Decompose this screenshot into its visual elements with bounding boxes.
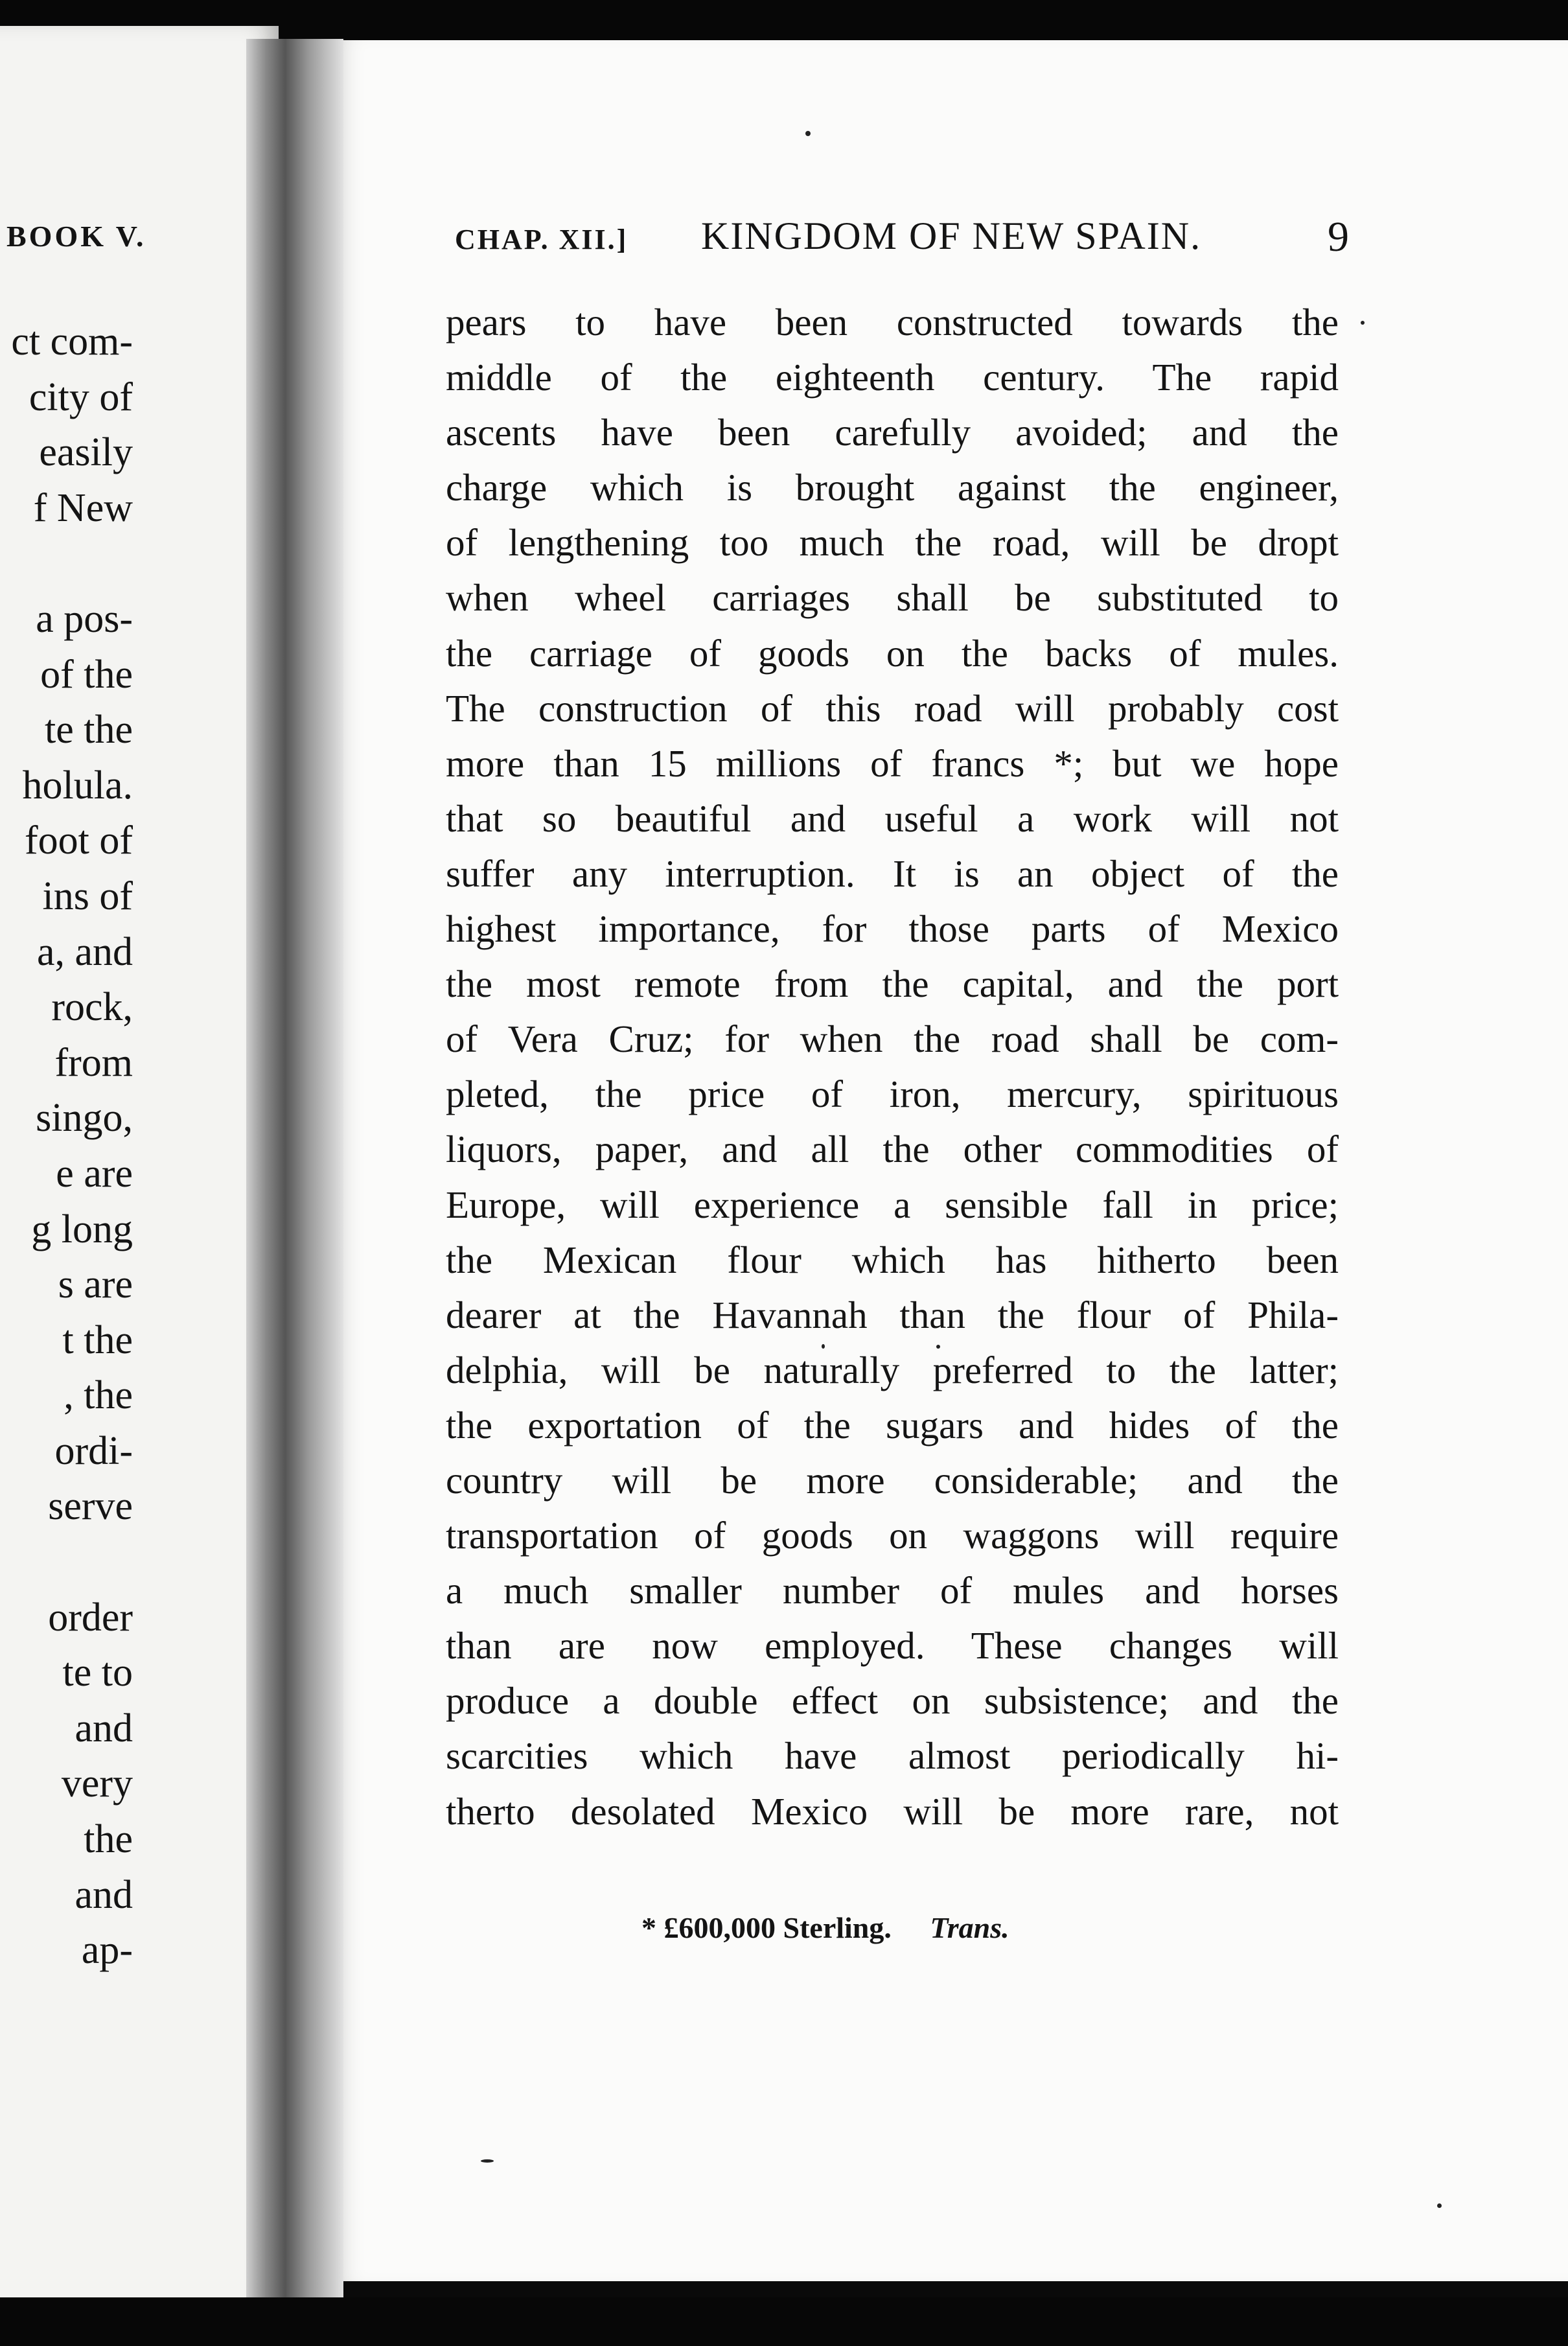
left-line: a pos-: [36, 596, 133, 641]
text-line: pleted, the price of iron, mercury, spirituous: [446, 1073, 1339, 1116]
left-line: ins of: [42, 874, 133, 918]
text-line: middle of the eighteenth century. The rapid: [446, 356, 1339, 399]
left-line: very: [61, 1761, 133, 1806]
left-line: g long: [31, 1207, 133, 1251]
left-line: a, and: [36, 929, 133, 974]
left-line: ap-: [81, 1928, 133, 1973]
text-line: the carriage of goods on the backs of mules.: [446, 631, 1339, 675]
book-gutter: [246, 39, 343, 2307]
text-line: liquors, paper, and all the other commodities of: [446, 1128, 1339, 1171]
text-line: country will be more considerable; and the: [446, 1458, 1339, 1502]
chapter-label: CHAP. XII.]: [455, 224, 628, 255]
text-line: more than 15 millions of francs *; but we hope: [446, 741, 1339, 785]
footnote: [641, 1910, 1009, 1945]
left-line: holula.: [22, 763, 133, 807]
left-line: and: [75, 1872, 133, 1917]
left-line: f New: [33, 485, 133, 530]
body-text: [446, 295, 1339, 1839]
text-line: that so beautiful and useful a work will not: [446, 796, 1339, 840]
text-line: of Vera Cruz; for when the road shall be com-: [446, 1017, 1339, 1061]
left-line: s are: [58, 1262, 133, 1307]
footnote-translator-mark: Trans.: [930, 1911, 1009, 1944]
text-line: delphia, will be naturally preferred to the latter;: [446, 1348, 1339, 1391]
left-line: foot of: [24, 819, 133, 863]
text-line: ascents have been carefully avoided; and the: [446, 411, 1339, 454]
text-line: the most remote from the capital, and the port: [446, 962, 1339, 1006]
left-line: ordi-: [54, 1428, 133, 1473]
left-line: city of: [29, 375, 133, 419]
running-head: [455, 214, 1349, 266]
text-line: therto desolated Mexico will be more rare, not: [446, 1789, 1339, 1833]
text-line: the exportation of the sugars and hides of the: [446, 1403, 1339, 1446]
text-line: a much smaller number of mules and horses: [446, 1569, 1339, 1612]
left-line: and: [75, 1706, 133, 1750]
text-line: Europe, will experience a sensible fall in price;: [446, 1183, 1339, 1226]
left-line: , the: [63, 1373, 133, 1418]
left-line: rock,: [51, 985, 133, 1030]
text-line: of lengthening too much the road, will be dropt: [446, 521, 1339, 564]
left-line: of the: [40, 652, 133, 697]
page-number: 9: [1328, 213, 1349, 261]
text-line: charge which is brought against the engineer,: [446, 466, 1339, 509]
left-line: easily: [39, 430, 133, 475]
left-page-header: BOOK V.: [6, 220, 146, 253]
left-line: the: [84, 1817, 133, 1862]
left-line: te to: [62, 1651, 133, 1695]
text-line: produce a double effect on subsistence; and the: [446, 1679, 1339, 1723]
text-line: pears to have been constructed towards the: [446, 301, 1339, 343]
left-line: singo,: [36, 1096, 133, 1141]
text-line: dearer at the Havannah than the flour of Phila-: [446, 1293, 1339, 1336]
left-line: [11, 536, 133, 592]
left-line: te the: [45, 708, 133, 752]
text-line: The construction of this road will probably cost: [446, 686, 1339, 730]
left-line: e are: [56, 1151, 133, 1196]
left-line: from: [54, 1040, 133, 1085]
left-line: order: [48, 1595, 133, 1640]
left-line: [11, 1535, 133, 1590]
left-line: ct com-: [11, 319, 133, 364]
left-page: [0, 26, 279, 2320]
text-line: than are now employed. These changes will: [446, 1624, 1339, 1667]
text-line: scarcities which have almost periodically hi-: [446, 1734, 1339, 1778]
left-page-text: [11, 314, 133, 1979]
scan-border-bottom: [0, 2297, 1568, 2346]
text-line: suffer any interruption. It is an object of the: [446, 852, 1339, 895]
text-line: highest importance, for those parts of Mexico: [446, 907, 1339, 951]
left-line: serve: [48, 1484, 133, 1529]
text-line: when wheel carriages shall be substituted to: [446, 576, 1339, 620]
text-line: the Mexican flour which has hitherto been: [446, 1238, 1339, 1281]
footnote-text: * £600,000 Sterling.: [641, 1911, 892, 1944]
left-line: t the: [62, 1318, 133, 1362]
text-line: transportation of goods on waggons will require: [446, 1514, 1339, 1557]
page-title: KINGDOM OF NEW SPAIN.: [701, 215, 1202, 257]
